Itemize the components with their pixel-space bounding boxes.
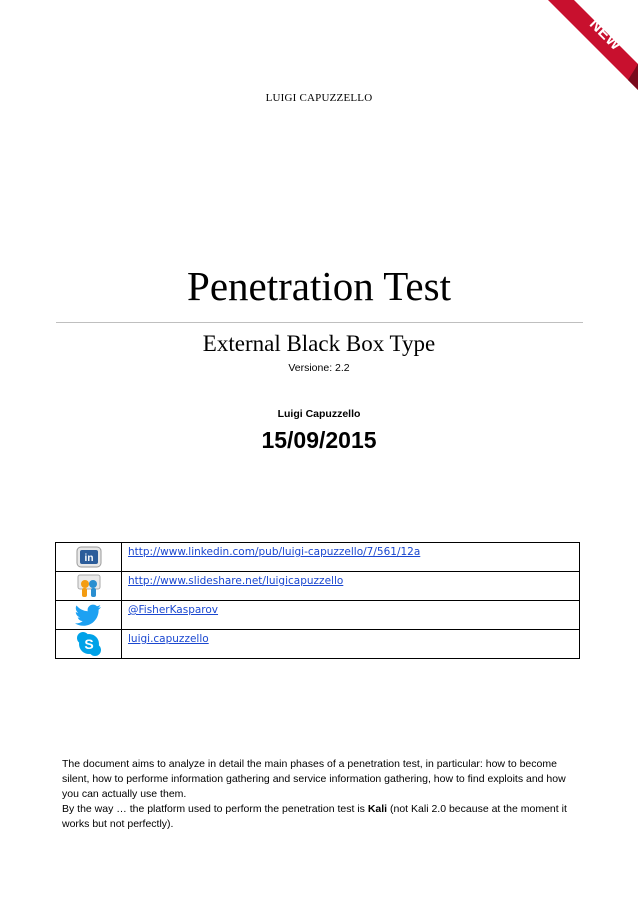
linkedin-link[interactable]: http://www.linkedin.com/pub/luigi-capuzzello/7/561/12a (128, 546, 421, 558)
slideshare-link[interactable]: http://www.slideshare.net/luigicapuzzello (128, 575, 344, 587)
contact-row (56, 543, 580, 572)
author-name: Luigi Capuzzello (277, 408, 361, 420)
version-label: Versione: 2.2 (288, 362, 350, 374)
header-author: LUIGI CAPUZZELLO (265, 92, 373, 104)
contacts-table (55, 542, 580, 659)
contact-row (56, 630, 580, 659)
linkedin-icon (56, 546, 121, 568)
svg-text:in: in (84, 553, 93, 564)
description-paragraph-1: The document aims to analyze in detail the main phases of a penetration test, in particular: how to become silent, how to performe information gathering and service information gathering, how to find exploits and how you can actually use them. (62, 758, 566, 800)
document-subtitle: External Black Box Type (202, 331, 436, 356)
svg-text:S: S (83, 636, 94, 652)
title-divider (56, 322, 583, 323)
kali-emphasis: Kali (367, 803, 388, 815)
contact-row (56, 572, 580, 601)
contact-row (56, 601, 580, 630)
document-title: Penetration Test (187, 263, 451, 309)
document-date: 15/09/2015 (261, 427, 377, 453)
ribbon-label: NEW (585, 15, 625, 55)
twitter-icon (56, 603, 121, 627)
skype-link[interactable]: luigi.capuzzello (128, 633, 209, 645)
twitter-link[interactable]: @FisherKasparov (128, 604, 219, 616)
skype-icon (56, 631, 121, 657)
new-ribbon (544, 0, 638, 94)
description-paragraph-2: By the way … the platform used to perform the penetration test is Kali (not Kali 2.0 because at the moment it works but not perfectly). (62, 803, 567, 830)
document-description (62, 757, 582, 832)
slideshare-icon (56, 573, 121, 599)
